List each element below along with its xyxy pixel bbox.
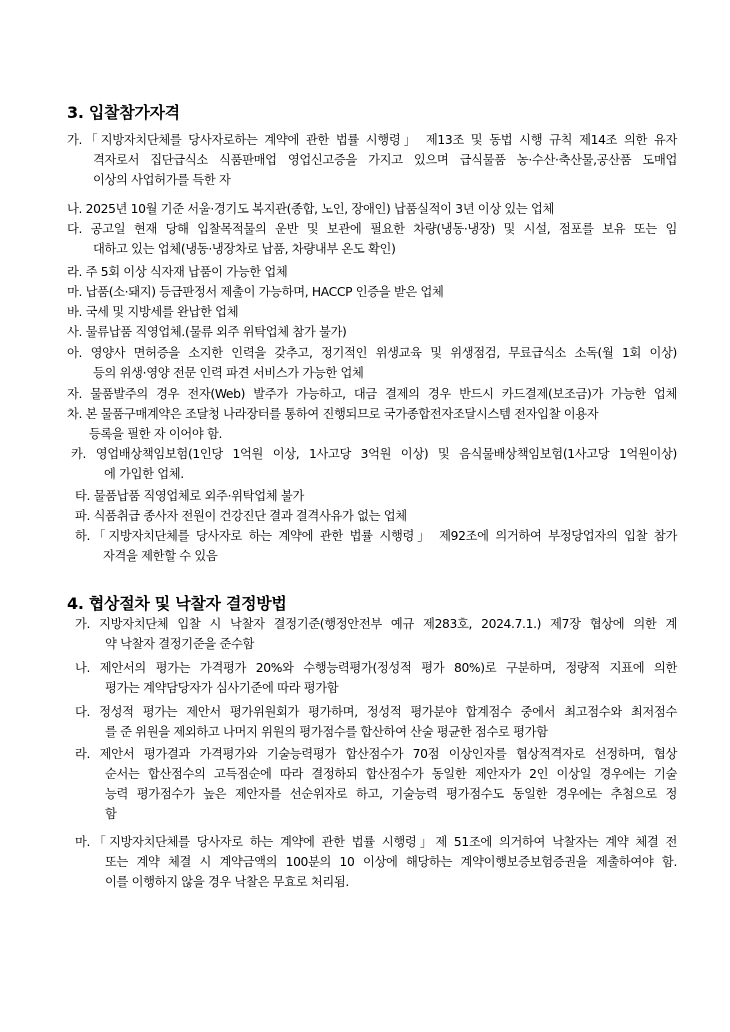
section-3-item-da [67, 219, 677, 259]
item-line: 사. 물류납품 직영업체.(물류 외주 위탁업체 참가 불가) [67, 325, 347, 339]
item-line: 다. 공고일 현재 당해 입찰목적물의 운반 및 보관에 필요한 차량(냉동·냉장) 및 시설, 점포를 보유 또는 임 [67, 222, 677, 236]
item-line: 약 낙찰자 결정기준을 준수함 [105, 637, 255, 651]
section-4-title: 4. 협상절차 및 낙찰자 결정방법 [67, 594, 287, 613]
item-line: 다. 정성적 평가는 제안서 평가위원회가 평가하며, 정성적 평가분야 합계점수 중에서 최고점수와 최저점수 [75, 705, 677, 719]
section-3-item-na [67, 199, 677, 219]
section-4-item-da [75, 702, 677, 742]
item-line: 자격을 제한할 수 있음 [103, 549, 218, 563]
item-line: 하.「지방자치단체를 당사자로 하는 계약에 관한 법률 시행령」 제92조에 의거하여 부정당업자의 입찰 참가 [75, 529, 677, 543]
section-4-item-ma [75, 832, 677, 892]
item-line: 평가는 계약담당자가 심사기준에 따라 평가함 [105, 681, 339, 695]
item-line: 나. 제안서의 평가는 가격평가 20%와 수행능력평가(정성적 평가 80%)로 구분하며, 정량적 지표에 의한 [75, 661, 677, 675]
section-4-item-ra [75, 744, 677, 824]
item-line: 대하고 있는 업체(냉동·냉장차로 납품, 차량내부 온도 확인) [93, 242, 396, 256]
item-line: 등의 위생·영양 전문 인력 파견 서비스가 가능한 업체 [93, 366, 364, 380]
item-line: 타. 물품납품 직영업체로 외주·위탁업체 불가 [75, 489, 304, 503]
item-line: 함 [105, 807, 117, 821]
item-line: 에 가입한 업체. [104, 467, 184, 481]
item-line: 를 준 위원을 제외하고 나머지 위원의 평가점수를 합산하여 산술 평균한 점수로 평가함 [105, 725, 548, 739]
item-line: 파. 식품취급 종사자 전원이 건강진단 결과 결격사유가 없는 업체 [75, 509, 407, 523]
item-line: 격자로서 집단급식소 식품판매업 영업신고증을 가지고 있으며 급식물품 농·수산·축산물,공산품 도매업 [93, 153, 677, 167]
item-line: 또는 계약 체결 시 계약금액의 100분의 10 이상에 해당하는 계약이행보증보험증권을 제출하여야 함. [105, 855, 677, 869]
item-line: 라. 주 5회 이상 식자재 납품이 가능한 업체 [67, 265, 288, 279]
section-3-title: 3. 입찰참가자격 [67, 103, 180, 122]
section-4-item-na [75, 658, 677, 698]
item-line: 능력 평가점수가 높은 제안자를 선순위자로 하고, 기술능력 평가점수도 동일한 경우에는 추첨으로 정 [105, 787, 677, 801]
item-line: 바. 국세 및 지방세를 완납한 업체 [67, 305, 239, 319]
section-3-item-cha [67, 404, 677, 444]
item-line: 차. 본 물품구매계약은 조달청 나라장터를 통하여 진행되므로 국가종합전자조달시스템 전자입찰 이용자 [67, 407, 599, 421]
item-line: 등록을 필한 자 이어야 함. [89, 427, 223, 441]
item-line: 가.「지방자치단체를 당사자로하는 계약에 관한 법률 시행령」 제13조 및 동법 시행 규칙 제14조 의한 유자 [67, 133, 677, 147]
item-line: 아. 영양사 면허증을 소지한 인력을 갖추고, 정기적인 위생교육 및 위생점검, 무료급식소 소독(월 1회 이상) [67, 346, 677, 360]
item-line: 순서는 합산점수의 고득점순에 따라 결정하되 합산점수가 동일한 제안자가 2인 이상일 경우에는 기술 [105, 767, 677, 781]
section-3-item-ba [67, 302, 677, 322]
section-3-item-ka [71, 444, 677, 484]
section-3-item-pa [75, 506, 677, 526]
item-line: 라. 제안서 평가결과 가격평가와 기술능력평가 합산점수가 70점 이상인자를 협상적격자로 선정하며, 협상 [75, 747, 677, 761]
item-line: 이상의 사업허가를 득한 자 [93, 173, 231, 187]
item-line: 가. 지방자치단체 입찰 시 낙찰자 결정기준(행정안전부 예규 제283호, 2024.7.1.) 제7장 협상에 의한 계 [75, 617, 677, 631]
section-3-item-ta [75, 486, 677, 506]
section-3-item-ma [67, 282, 677, 302]
section-3-item-ja [67, 384, 677, 404]
item-line: 이를 이행하지 않을 경우 낙찰은 무효로 처리됨. [105, 875, 349, 889]
section-3-item-ra [67, 262, 677, 282]
section-3-item-a [67, 343, 677, 383]
section-3-item-ha [75, 526, 677, 566]
section-3-item-ga [67, 130, 677, 190]
item-line: 나. 2025년 10월 기준 서울·경기도 복지관(종합, 노인, 장애인) 납품실적이 3년 이상 있는 업체 [67, 202, 555, 216]
item-line: 카. 영업배상책임보험(1인당 1억원 이상, 1사고당 3억원 이상) 및 음식물배상책임보험(1사고당 1억원이상) [71, 447, 677, 461]
item-line: 마. 납품(소·돼지) 등급판정서 제출이 가능하며, HACCP 인증을 받은 업체 [67, 285, 444, 299]
section-4-item-ga [75, 614, 677, 654]
item-line: 자. 물품발주의 경우 전자(Web) 발주가 가능하고, 대금 결제의 경우 반드시 카드결제(보조금)가 가능한 업체 [67, 387, 677, 401]
item-line: 마.「지방자치단체를 당사자로 하는 계약에 관한 법률 시행령」제 51조에 의거하여 낙찰자는 계약 체결 전 [75, 835, 677, 849]
section-3-item-sa [67, 322, 677, 342]
